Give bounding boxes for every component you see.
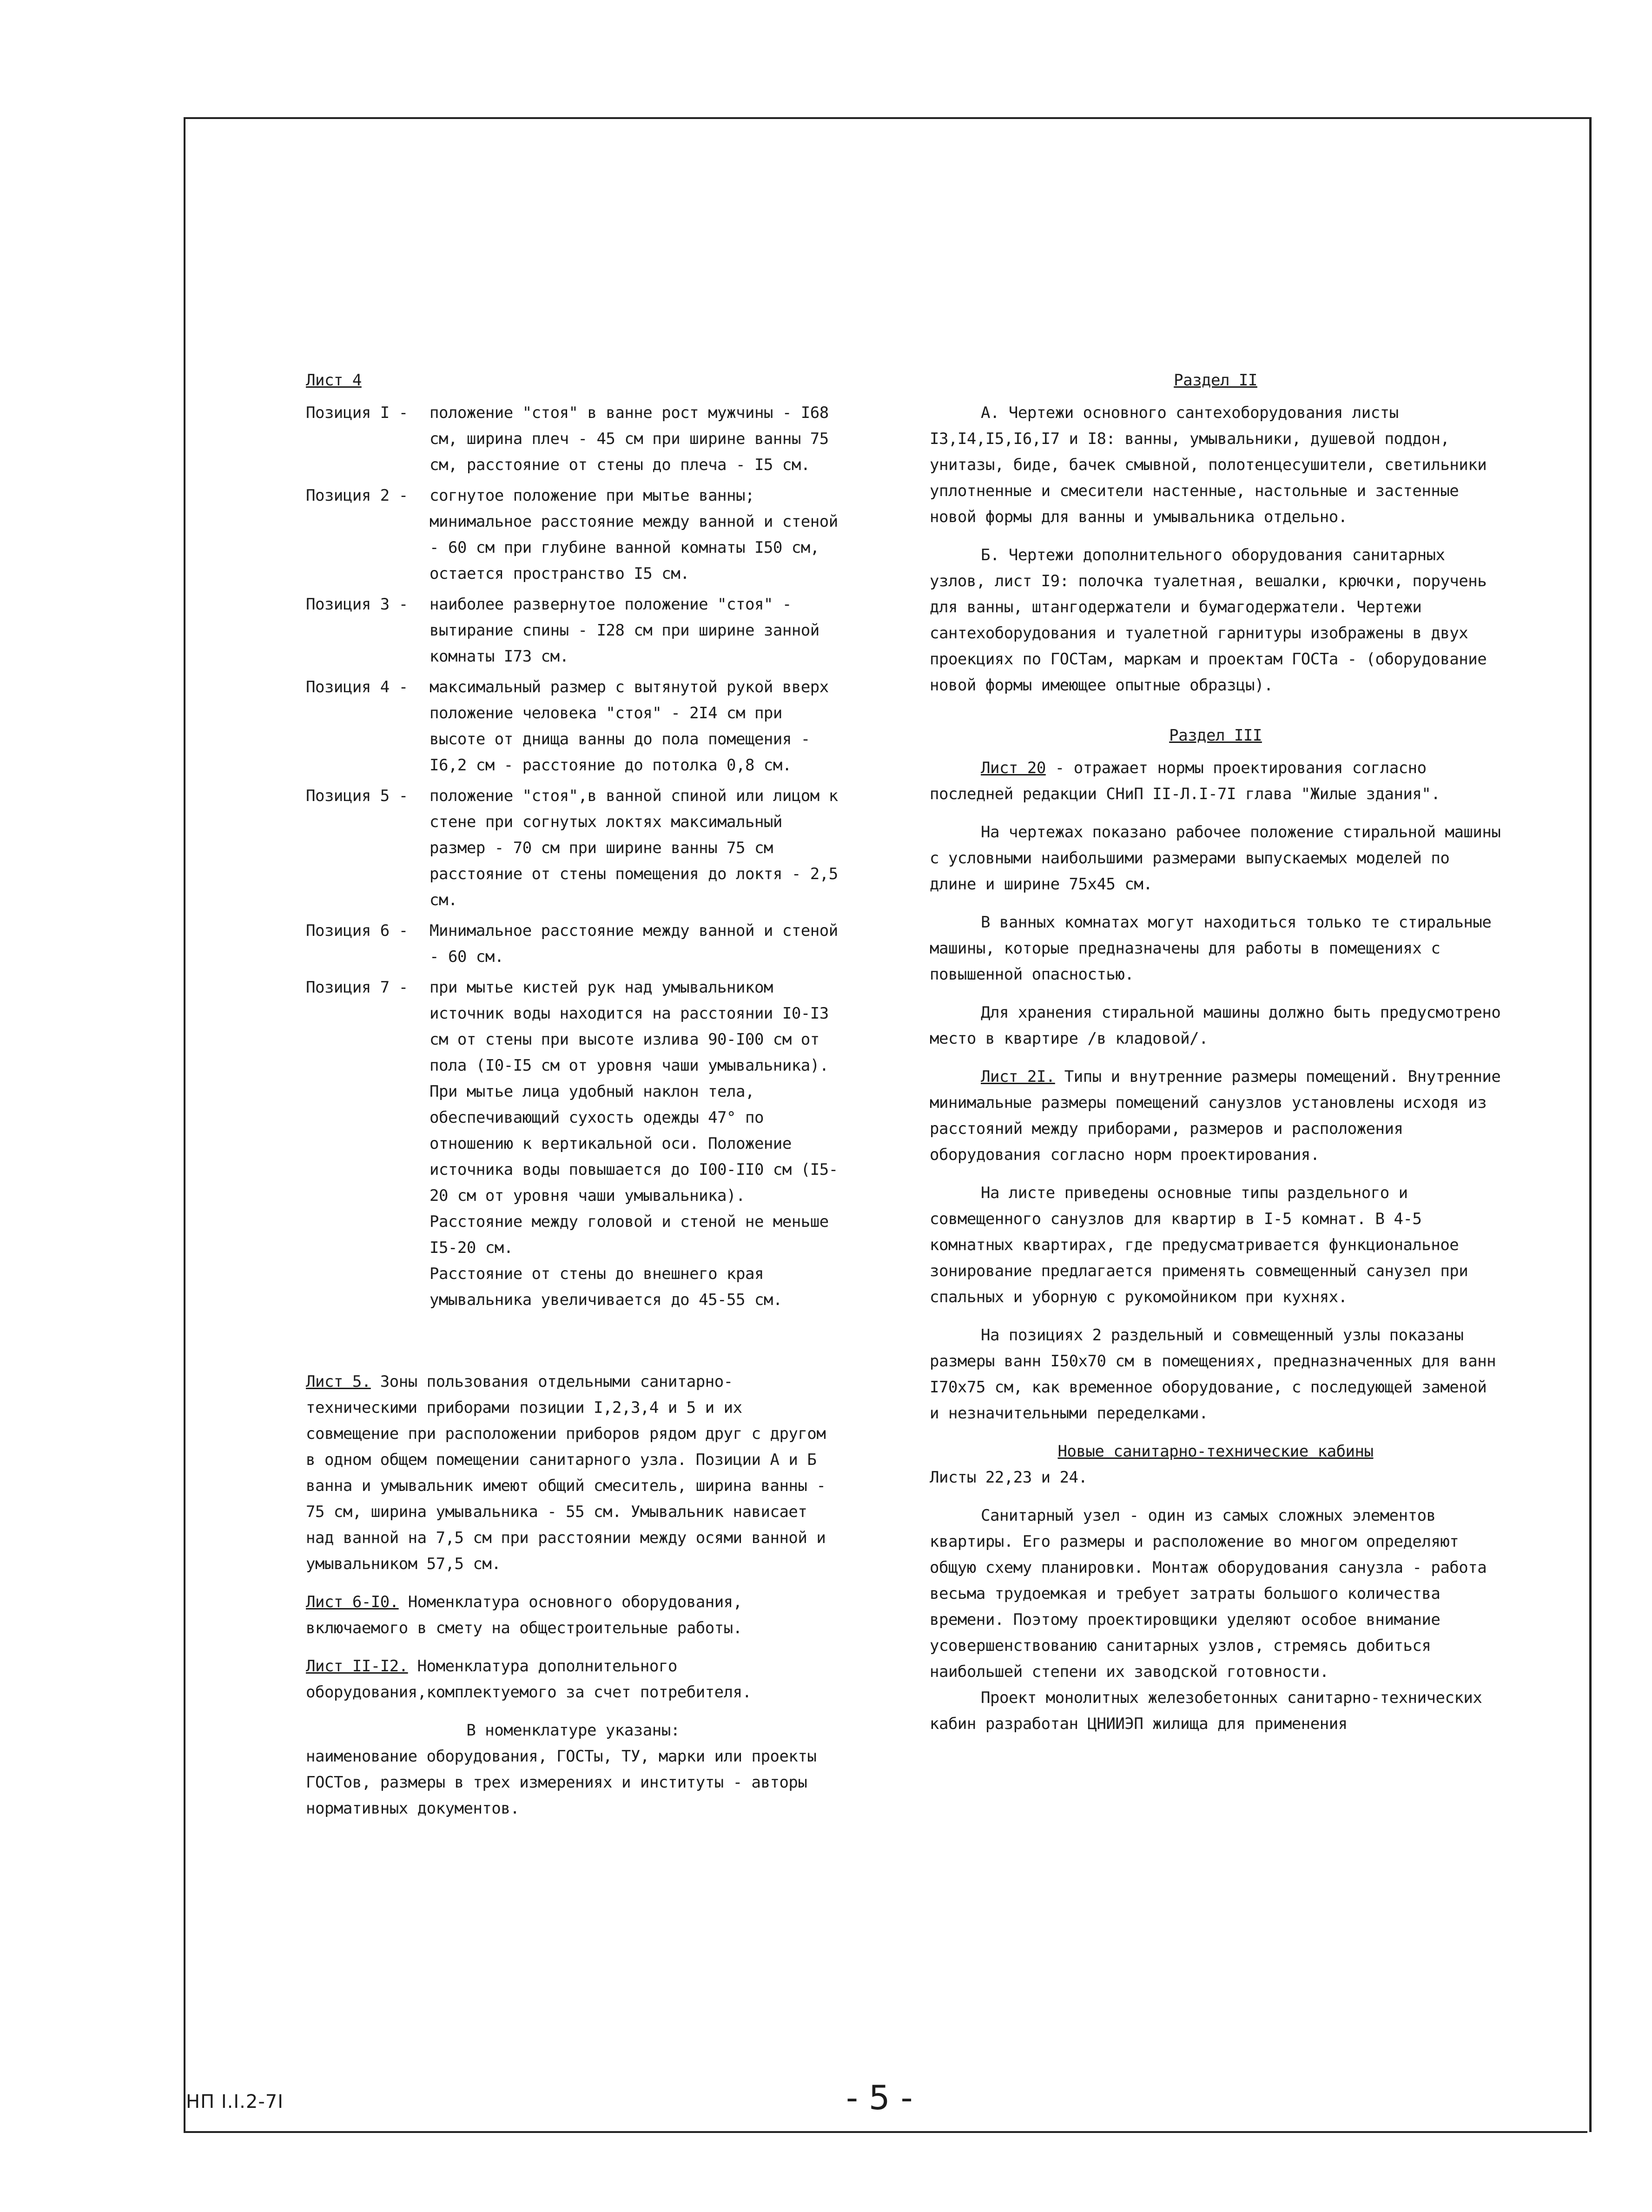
nomenclature-heading: В номенклатуре указаны: [466, 1721, 680, 1740]
sheet6-text: Номенклатура основного оборудования, включаемого в смету на общестроительные работы. [306, 1593, 742, 1637]
position-7-main: при мытье кистей рук над умывальником источник воды находится на расстоянии I0-I3 см от стены при высоте излива 90-I00 см от пола (I0-I5 см от уровня чаши умывальника). [430, 978, 829, 1075]
position-7-extra2: Расстояние от стены до внешнего края умывальника увеличивается до 45-55 см. [430, 1265, 782, 1309]
position-text: Минимальное расстояние между ванной и стеной - 60 см. [430, 921, 838, 966]
sheet20-text: - отражает нормы проектирования согласно последней редакции СНиП II-Л.I-7I глава "Жилые здания". [930, 759, 1441, 803]
left-column [306, 367, 840, 1821]
position-7-extra: При мытье лица удобный наклон тела, обеспечивающий сухость одежды 47° по отношению к вертикальной оси. Положение источника воды повышается до I00-II0 см (I5-20 см от уровня чаши умывальника). Расстояние между головой и стеной не меньше I5-20 см. [430, 1082, 838, 1257]
position-7 [306, 974, 840, 1313]
washer-paragraph-1: На чертежах показано рабочее положение стиральной машины с условными наибольшими размерами выпускаемых моделей по длине и ширине 75х45 см. [930, 823, 1501, 894]
sheet6-paragraph [306, 1589, 840, 1641]
cabins-sheets: Листы 22,23 и 24. [930, 1468, 1088, 1487]
sheet11-text: Номенклатура дополнительного оборудования,комплектуемого за счет потребителя. [306, 1657, 752, 1702]
right-column [930, 367, 1501, 1737]
sheet11-paragraph [306, 1653, 840, 1705]
nomenclature-text: наименование оборудования, ГОСТы, ТУ, марки или проекты ГОСТов, размеры в трех измерениях и институты - авторы нормативных документов. [306, 1747, 817, 1818]
position-label: Позиция 7 - [306, 978, 408, 997]
section3-title: Раздел III [1169, 726, 1262, 745]
position-text [430, 974, 840, 1313]
cabins-paragraph-2: Проект монолитных железобетонных санитарно-технических кабин разработан ЦНИИЭП жилища для применения [930, 1689, 1482, 1733]
document-stamp: НП I.I.2-7I [186, 2091, 284, 2113]
washer-paragraph-3: Для хранения стиральной машины должно быть предусмотрено место в квартире /в кладовой/. [930, 1003, 1501, 1048]
sheet20-label: Лист 20 [981, 759, 1046, 777]
position-2 [306, 483, 840, 587]
types-paragraph: На листе приведены основные типы раздельного и совмещенного санузлов для квартир в I-5 комнат. В 4-5 комнатных квартирах, где предусматривается функциональное зонирование предлагается применять совмещенный санузел при спальных и уборную с рукомойником при кухнях. [930, 1184, 1468, 1306]
position-label: Позиция 3 - [306, 595, 408, 614]
section2-title: Раздел II [1174, 371, 1257, 390]
sheet5-text: Зоны пользования отдельными санитарно-техническими приборами позиции I,2,3,4 и 5 и их совмещение при расположении приборов рядом друг с другом в одном общем помещении санитарного узла. Позиции А и Б ванна и умывальник имеют общий смеситель, ширина ванны - 75 см, ширина умывальника - 55 см. Умывальник нависает над ванной на 7,5 см при расстоянии между осями ванной и умывальником 57,5 см. [306, 1372, 826, 1573]
position-text: максимальный размер с вытянутой рукой вверх положение человека "стоя" - 2I4 см при высоте от днища ванны до пола помещения - I6,2 см - расстояние до потолка 0,8 см. [430, 678, 829, 775]
section2-a: А. Чертежи основного сантехоборудования листы I3,I4,I5,I6,I7 и I8: ванны, умывальники, душевой поддон, унитазы, биде, бачек смывной, полотенцесушители, светильники уплотненные и смесители настенные, настольные и застенные новой формы для ванны и умывальника отдельно. [930, 404, 1487, 526]
position-text: положение "стоя",в ванной спиной или лицом к стене при согнутых локтях максимальный размер - 70 см при ширине ванны 75 см расстояние от стены помещения до локтя - 2,5 см. [430, 787, 838, 909]
cabins-title: Новые санитарно-технические кабины [1057, 1442, 1374, 1461]
position-text: наиболее развернутое положение "стоя" - вытирание спины - I28 см при ширине занной комнаты I73 см. [430, 595, 819, 666]
position-label: Позиция 2 - [306, 486, 408, 505]
sheet11-label: Лист II-I2. [306, 1657, 408, 1676]
position-label: Позиция I - [306, 404, 408, 422]
sheet21-paragraph [930, 1064, 1501, 1168]
position-1 [306, 400, 840, 478]
page-number: - 5 - [846, 2078, 913, 2117]
sheet4-title: Лист 4 [306, 371, 362, 390]
sheet6-label: Лист 6-I0. [306, 1593, 399, 1611]
position-label: Позиция 4 - [306, 678, 408, 696]
position-3 [306, 591, 840, 669]
section2-b: Б. Чертежи дополнительного оборудования санитарных узлов, лист I9: полочка туалетная, вешалки, крючки, поручень для ванны, штангодержатели и бумагодержатели. Чертежи сантехоборудования и туалетной гарнитуры изображены в двух проекциях по ГОСТам, маркам и проектам ГОСТа - (оборудование новой формы имеющее опытные образцы). [930, 546, 1487, 695]
sheet5-label: Лист 5. [306, 1372, 371, 1391]
sheet21-label: Лист 2I. [981, 1067, 1055, 1086]
footer-rule [184, 2131, 1587, 2133]
cabins-paragraph-1: Санитарный узел - один из самых сложных элементов квартиры. Его размеры и расположение во многом определяют общую схему планировки. Монтаж оборудования санузла - работа весьма трудоемкая и требует затраты большого количества времени. Поэтому проектировщики уделяют особое внимание усовершенствованию санитарных узлов, стремясь добиться наибольшей степени их заводской готовности. [930, 1506, 1487, 1681]
position-4 [306, 674, 840, 778]
positions2-paragraph: На позициях 2 раздельный и совмещенный узлы показаны размеры ванн I50х70 см в помещениях, предназначенных для ванн I70х75 см, как временное оборудование, с последующей заменой и незначительными переделками. [930, 1326, 1496, 1423]
position-5 [306, 783, 840, 913]
position-text: согнутое положение при мытье ванны; минимальное расстояние между ванной и стеной - 60 см при глубине ванной комнаты I50 см, остается пространство I5 см. [430, 486, 838, 583]
position-label: Позиция 5 - [306, 787, 408, 805]
position-label: Позиция 6 - [306, 921, 408, 940]
washer-paragraph-2: В ванных комнатах могут находиться только те стиральные машины, которые предназначены для работы в помещениях с повышенной опасностью. [930, 913, 1492, 984]
sheet20-paragraph [930, 755, 1501, 807]
position-6 [306, 918, 840, 970]
sheet21-text: Типы и внутренние размеры помещений. Внутренние минимальные размеры помещений санузлов установлены исходя из расстояний между приборами, размеров и расположения оборудования согласно норм проектирования. [930, 1067, 1501, 1164]
position-text: положение "стоя" в ванне рост мужчины - I68 см, ширина плеч - 45 см при ширине ванны 75 см, расстояние от стены до плеча - I5 см. [430, 404, 829, 474]
sheet5-paragraph [306, 1369, 840, 1577]
